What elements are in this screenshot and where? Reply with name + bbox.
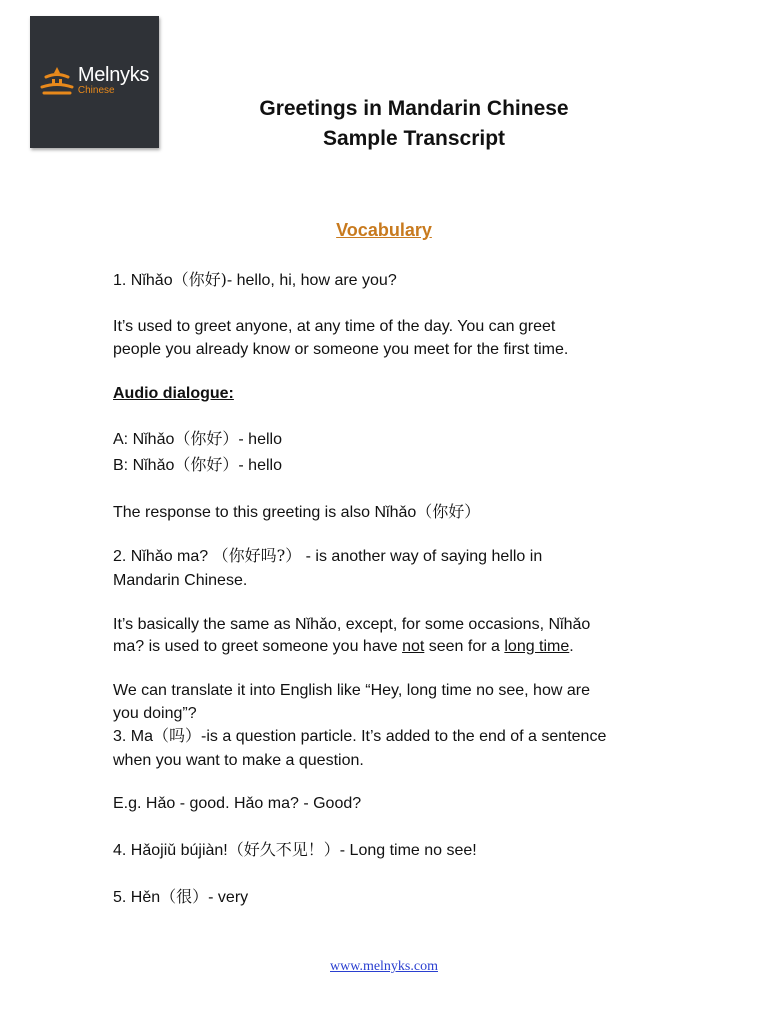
brand-logo <box>30 16 159 148</box>
underlined-not: not <box>402 638 425 655</box>
vocab-2-term: 2. Nǐhǎo ma? <box>113 548 213 565</box>
paragraph-line: Mandarin Chinese. <box>113 572 248 589</box>
text-segment: seen for a <box>424 638 505 655</box>
document-title <box>160 94 668 154</box>
paragraph-line: It’s used to greet anyone, at any time of the day. You can greet <box>113 318 556 335</box>
dialogue-b-speaker: B: Nǐhǎo <box>113 457 175 474</box>
vocab-1-term: 1. Nǐhǎo <box>113 272 173 289</box>
vocab-1-hanzi: （你好) <box>172 270 227 289</box>
vocab-item-1 <box>113 269 673 292</box>
dialogue-b-hanzi: （你好） <box>174 455 239 474</box>
paragraph-line: It’s basically the same as Nǐhǎo, except, for some occasions, Nǐhǎo <box>113 616 591 633</box>
vocab-4-meaning: - Long time no see! <box>339 842 477 859</box>
vocab-item-5 <box>113 886 673 909</box>
section-heading-vocabulary: Vocabulary <box>336 220 432 240</box>
paragraph-line: when you want to make a question. <box>113 752 364 769</box>
website-link-text[interactable]: www.melnyks.com <box>330 959 438 974</box>
vocab-4-term: 4. Hǎojiǔ bújiàn! <box>113 842 228 859</box>
underlined-long-time: long time <box>504 638 570 655</box>
vocab-2-meaning: - is another way of saying hello in <box>301 548 543 565</box>
text-segment: ma? is used to greet someone you have <box>113 638 403 655</box>
audio-dialogue-heading: Audio dialogue: <box>113 385 234 402</box>
response-hanzi: （你好） <box>416 502 481 521</box>
paragraph-line-emphasis <box>113 636 673 658</box>
dialogue-a-speaker: A: Nǐhǎo <box>113 431 175 448</box>
response-line <box>113 501 673 524</box>
paragraph-line: you doing”? <box>113 705 197 722</box>
example-line: E.g. Hǎo - good. Hǎo ma? - Good? <box>113 795 362 812</box>
dialogue-line-b <box>113 454 673 477</box>
footer-website-link[interactable] <box>0 959 768 975</box>
response-text: The response to this greeting is also Nǐhǎo <box>113 504 417 521</box>
paragraph-line: people you already know or someone you meet for the first time. <box>113 341 569 358</box>
vocab-4-hanzi: （好久不见！） <box>227 840 340 859</box>
logo-subtitle: Chinese <box>77 84 115 96</box>
text-segment: . <box>569 638 574 655</box>
vocab-3-hanzi: （吗） <box>153 726 202 745</box>
vocab-5-hanzi: （很） <box>160 887 209 906</box>
logo-inner <box>40 65 149 96</box>
logo-name: Melnyks <box>77 63 150 86</box>
logo-text <box>78 65 149 96</box>
vocab-3-meaning: -is a question particle. It’s added to the end of a sentence <box>201 728 607 745</box>
vocab-2-hanzi: （你好吗?） <box>212 546 302 565</box>
pagoda-icon <box>40 65 74 95</box>
vocab-3-term: 3. Ma <box>113 728 154 745</box>
dialogue-b-meaning: - hello <box>238 457 282 474</box>
paragraph-line: We can translate it into English like “Hey, long time no see, how are <box>113 682 590 699</box>
vocab-item-4 <box>113 839 673 862</box>
dialogue-line-a <box>113 428 673 451</box>
title-line-1: Greetings in Mandarin Chinese <box>259 97 569 120</box>
vocab-item-2 <box>113 545 673 568</box>
dialogue-a-hanzi: （你好） <box>174 429 239 448</box>
vocab-5-term: 5. Hěn <box>113 889 161 906</box>
title-line-2: Sample Transcript <box>322 127 506 150</box>
vocab-item-3 <box>113 725 673 748</box>
vocab-1-meaning: - hello, hi, how are you? <box>226 272 397 289</box>
vocab-5-meaning: - very <box>208 889 249 906</box>
dialogue-a-meaning: - hello <box>238 431 282 448</box>
